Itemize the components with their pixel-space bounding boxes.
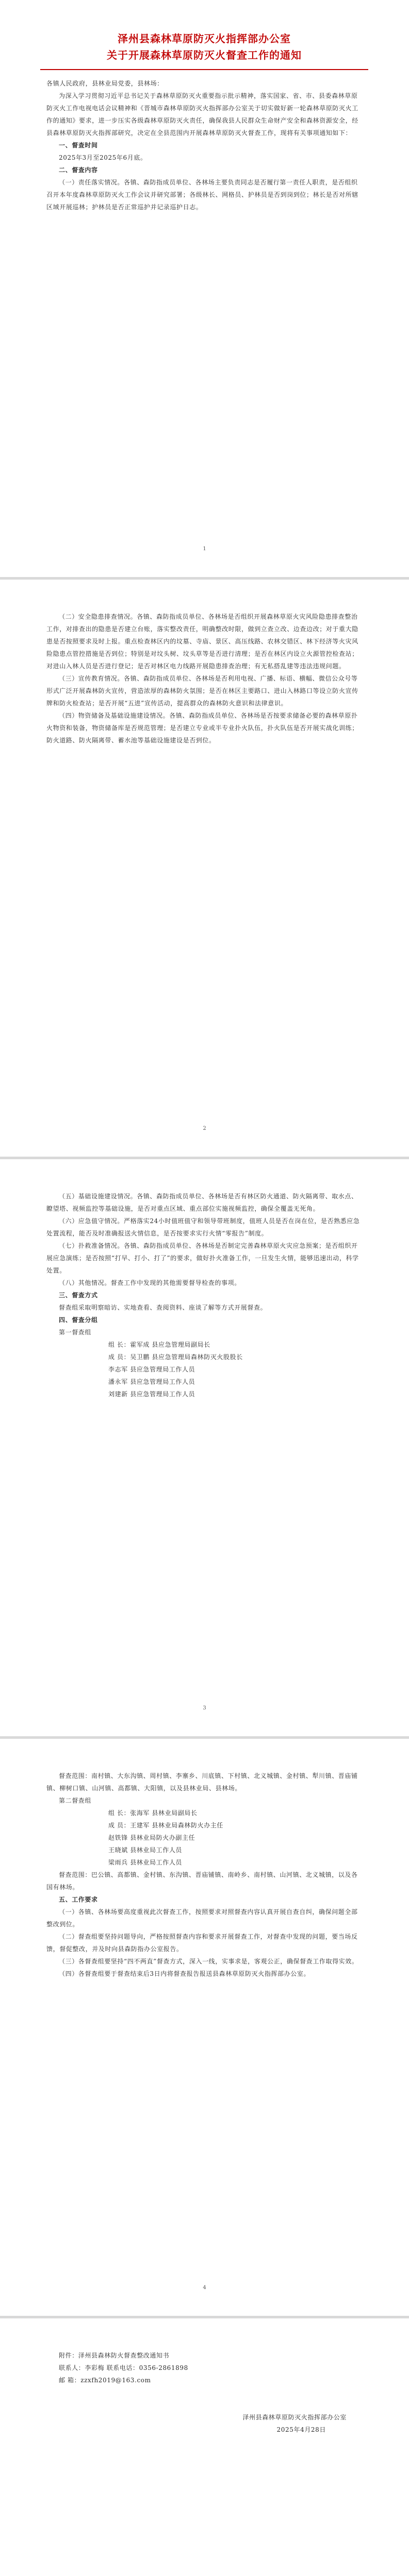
signature-date: 2025年4月28日 [276, 2426, 326, 2433]
attachment-label: 附件：泽州县森林防火督查整改通知书 [59, 2352, 170, 2359]
email-line: 邮 箱：zzxfh2019@163.com [59, 2377, 151, 2384]
page-number-1: 1 [203, 546, 206, 552]
section-5-item-3: （三）各督查组要坚持“四不两直”督查方式，深入一线，实事求是，客观公正，确保督查工作取得实效。 [59, 1958, 358, 1965]
page-3-body [46, 1190, 362, 1400]
group-2-members [46, 1807, 362, 1869]
page-5 [0, 2318, 409, 2576]
group-1-scope: 督查范围：南村镇、大东沟镇、周村镇、李寨乡、川底镇、下村镇、北义城镇、金村镇、犁川镇、晋庙铺镇、柳树口镇、山河镇、高都镇、大阳镇，以及县林业局、县林场。 [46, 1772, 358, 1792]
group-1-title: 第一督查组 [59, 1329, 92, 1336]
section-5-item-1: （一）各镇、各林场要高度重视此次督查工作，按照要求对照督查内容认真开展自查自纠，确保问题全部整改到位。 [46, 1908, 358, 1928]
paragraph-intro: 为深入学习贯彻习近平总书记关于森林草原防灭火重要指示批示精神，落实国家、省、市、县委森林草原防灭火工作电视电话会议精神和《晋城市森林草原防灭火指挥部办公室关于切实做好新一轮森林草原防灭火工作的通知》要求，进一步压实各级森林草原防灭火责任，确保我县人民群众生命财产安全和森林资源安全，经县森林草原防灭火指挥部研究，决定在全县范围内开展森林草原防灭火督查工作，现将有关事项通知如下： [46, 92, 358, 137]
group-2-member-1: 成 员：王建军 县林业局森林防火办主任 [108, 1822, 224, 1829]
group-1-member-2: 李志军 县应急管理局工作人员 [108, 1366, 195, 1373]
section-2-item-3: （三）宣传教育情况。各镇、森防指成员单位、各林场是否利用电视、广播、标语、横幅、微信公众号等形式广泛开展森林防火宣传，营造浓厚的森林防火氛围；是否在林区主要路口、进山入林路口等设立防火宣传牌和防火检查站；是否开展“五进”宣传活动，提高群众的森林防火意识和法律意识。 [46, 675, 358, 707]
group-2-title: 第二督查组 [59, 1797, 92, 1804]
section-2-item-4: （四）物资储备及基础设施建设情况。各镇、森防指成员单位、各林场是否按要求储备必要的森林草原扑火物资和装备，物资储备库是否规范管理；是否建立专业或半专业扑火队伍，扑火队伍是否开展实战化训练；防火道路、防火隔离带、蓄水池等基础设施建设是否到位。 [46, 712, 358, 744]
page-number-4: 4 [203, 2285, 206, 2291]
section-2-item-1: （一）责任落实情况。各镇、森防指成员单位、各林场主要负责同志是否履行第一责任人职责，是否组织召开本年度森林草原防灭火工作会议并研究部署；各级林长、网格员、护林员是否到岗到位；林长是否对所辖区域开展巡林；护林员是否正常巡护并记录巡护日志。 [46, 179, 358, 211]
group-1-members [46, 1338, 362, 1400]
page-2-body [46, 611, 362, 747]
section-2-item-2: （二）安全隐患排查情况。各镇、森防指成员单位、各林场是否组织开展森林草原火灾风险隐患排查整治工作，对排查出的隐患是否建立台账，落实整改责任，明确整改时限，做到立查立改、边查边改；对于重大隐患是否按照要求及时上报。重点检查林区内的坟墓、寺庙、景区、高压线路、农林交错区、林下经济等火灾风险隐患点管控措施是否到位；特别是对坟头树、坟头草等是否进行清理；是否在林区内设立火源管控检查站；对进山入林人员是否进行登记；是否对林区电力线路开展隐患排查治理；有无私搭乱建等违法违规问题。 [46, 613, 358, 670]
contact-line: 联系人：李彩梅 联系电话：0356-2861898 [59, 2364, 188, 2371]
section-heading-5: 五、工作要求 [59, 1896, 98, 1903]
section-2-item-8: （八）其他情况。督查工作中发现的其他需要督导检查的事项。 [59, 1279, 241, 1286]
group-2-member-4: 梁雨兵 县林业局工作人员 [108, 1859, 183, 1866]
section-heading-2: 二、督查内容 [59, 166, 98, 174]
group-2-scope: 督查范围：巴公镇、高都镇、金村镇、东沟镇、晋庙铺镇、南岭乡、南村镇、山河镇、北义城镇，以及各国有林场。 [46, 1871, 358, 1891]
section-text-3: 督查组采取明察暗访、实地查看、查阅资料、座谈了解等方式开展督查。 [59, 1304, 267, 1311]
page-3 [0, 1159, 409, 1736]
section-heading-1: 一、督查时间 [59, 142, 98, 149]
page-4 [0, 1739, 409, 2316]
group-1-leader: 组 长：霍军成 县应急管理局副局长 [108, 1341, 210, 1348]
page-number-2: 2 [203, 1126, 206, 1131]
page-5-body [46, 2349, 362, 2436]
section-2-item-5: （五）基础设施建设情况。各镇、森防指成员单位、各林场是否有林区防火通道、防火隔离带、取水点、瞭望塔、视频监控等基础设施，是否对重点区域、重点部位实施视频监控，确保全覆盖无死角。 [46, 1193, 358, 1212]
page-4-body [46, 1770, 362, 1980]
group-1-member-3: 潘永军 县应急管理局工作人员 [108, 1378, 195, 1385]
group-1-member-1: 成 员：吴卫鹏 县应急管理局森林防灭火股股长 [108, 1353, 243, 1361]
salutation: 各镇人民政府，县林业局党委，县林场： [46, 80, 163, 87]
page-1 [0, 0, 409, 577]
group-2-member-3: 王晓斌 县林业局工作人员 [108, 1846, 183, 1854]
group-2-leader: 组 长：张海军 县林业局副局长 [108, 1809, 198, 1817]
doc-title-line2: 关于开展森林草原防灭火督查工作的通知 [107, 49, 302, 61]
signature-org: 泽州县森林草原防灭火指挥部办公室 [242, 2414, 347, 2421]
section-heading-4: 四、督查分组 [59, 1316, 98, 1324]
page-1-body [46, 77, 362, 213]
section-5-item-2: （二）督查组要坚持问题导向，严格按照督查内容和要求开展督查工作，对督查中发现的问题，要当场反馈，督促整改，并及时向县森防指办公室报告。 [46, 1933, 358, 1953]
section-text-1: 2025年3月至2025年6月底。 [59, 154, 147, 161]
section-2-item-7: （七）扑救准备情况。各镇、森防指成员单位、各林场是否制定完善森林草原火灾应急预案；是否组织开展应急演练；是否按照“打早、打小、打了”的要求，做好扑火准备工作，一旦发生火情，能够迅速出动，科学处置。 [46, 1242, 359, 1274]
page-2 [0, 580, 409, 1157]
group-1-member-4: 刘建新 县应急管理局工作人员 [108, 1391, 195, 1398]
section-heading-3: 三、督查方式 [59, 1292, 98, 1299]
title-red-rule [40, 69, 368, 70]
section-5-item-4: （四）各督查组要于督查结束后3日内将督查报告报送县森林草原防灭火指挥部办公室。 [59, 1970, 310, 1977]
doc-title-line1: 泽州县森林草原防灭火指挥部办公室 [118, 32, 291, 45]
group-2-member-2: 赵铁锋 县林业局防火办副主任 [108, 1834, 195, 1841]
section-2-item-6: （六）应急值守情况。严格落实24小时值班值守和领导带班制度，值班人员是否在岗在位，是否熟悉应急处置流程，能否及时准确报送火情信息，是否按要求实行火情“零报告”制度。 [46, 1217, 360, 1237]
page-number-3: 3 [203, 1705, 206, 1711]
